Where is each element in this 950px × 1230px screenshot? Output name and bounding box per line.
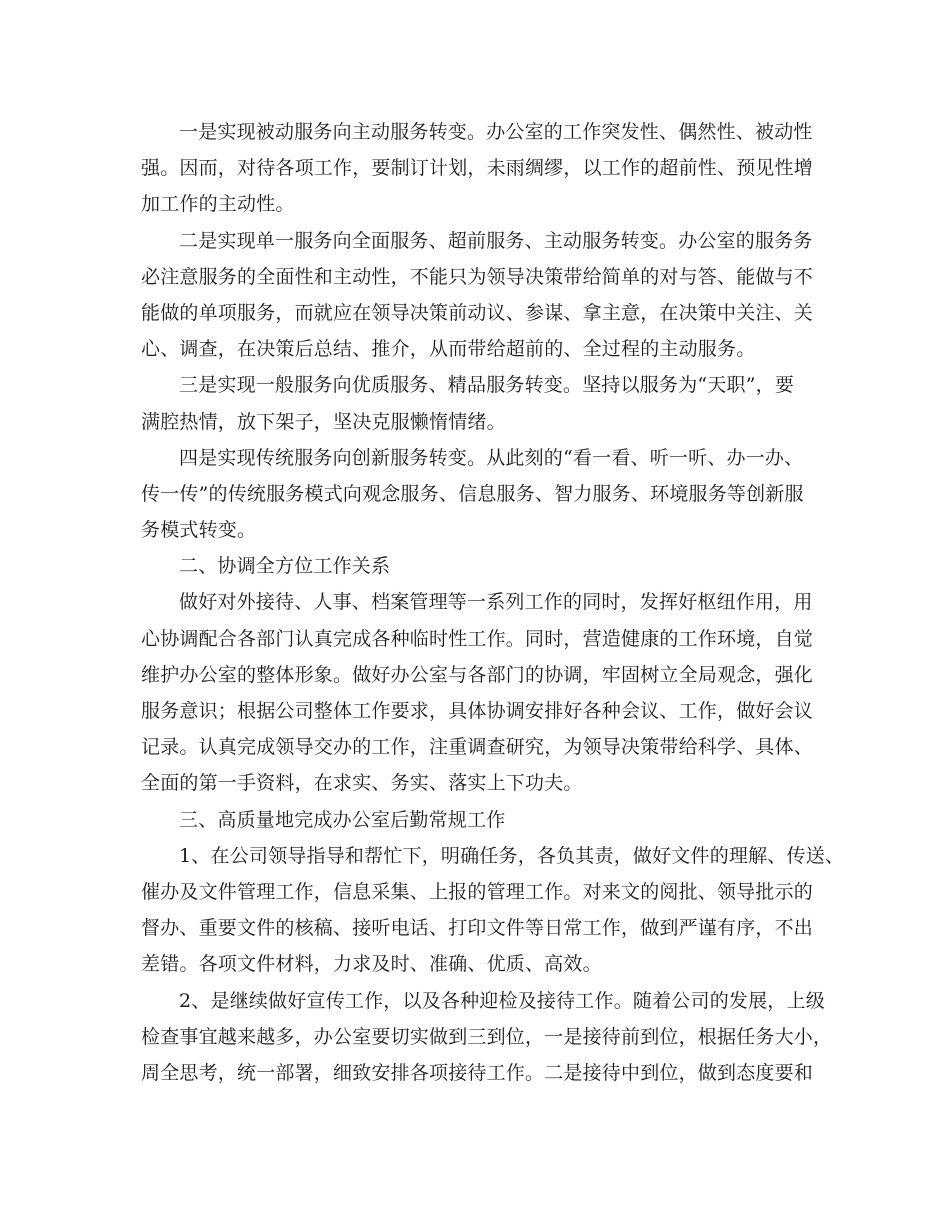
text-line: 督办、重要文件的核稿、接听电话、打印文件等日常工作，做到严谨有序，不出 [141, 917, 814, 940]
text-line: 传一传”的传统服务模式向观念服务、信息服务、智力服务、环境服务等创新服 [141, 482, 804, 505]
text-line: 二、协调全方位工作关系 [179, 555, 391, 578]
text-line: 必注意服务的全面性和主动性，不能只为领导决策带给简单的对与答、能做与不 [141, 265, 814, 288]
text-line: 记录。认真完成领导交办的工作，注重调查研究，为领导决策带给科学、具体、 [141, 736, 814, 759]
text-line: 三是实现一般服务向优质服务、精品服务转变。坚持以服务为“天职”，要 [179, 374, 795, 397]
text-line: 能做的单项服务，而就应在领导决策前动议、参谋、拿主意，在决策中关注、关 [141, 301, 814, 324]
text-line: 周全思考，统一部署，细致安排各项接待工作。二是接待中到位，做到态度要和 [141, 1061, 814, 1084]
text-line: 1、在公司领导指导和帮忙下，明确任务，各负其责，做好文件的理解、传送、 [179, 844, 845, 867]
text-line: 检查事宜越来越多，办公室要切实做到三到位，一是接待前到位，根据任务大小， [141, 1025, 833, 1048]
text-line: 二是实现单一服务向全面服务、超前服务、主动服务转变。办公室的服务务 [179, 229, 813, 252]
text-line: 满腔热情，放下架子，坚决克服懒惰情绪。 [141, 410, 506, 433]
document-body [141, 114, 845, 1091]
text-line: 强。因而，对待各项工作，要制订计划，未雨绸缪，以工作的超前性、预见性增 [141, 157, 814, 180]
text-line: 维护办公室的整体形象。做好办公室与各部门的协调，牢固树立全局观念，强化 [141, 663, 814, 686]
text-line: 加工作的主动性。 [141, 193, 295, 216]
text-line: 务模式转变。 [141, 519, 257, 542]
text-line: 三、高质量地完成办公室后勤常规工作 [179, 808, 506, 831]
text-line: 差错。各项文件材料，力求及时、准确、优质、高效。 [141, 953, 602, 976]
text-line: 催办及文件管理工作，信息采集、上报的管理工作。对来文的阅批、领导批示的 [141, 880, 814, 903]
text-line: 服务意识；根据公司整体工作要求，具体协调安排好各种会议、工作，做好会议 [141, 700, 814, 722]
text-line: 心协调配合各部门认真完成各种临时性工作。同时，营造健康的工作环境，自觉 [141, 627, 814, 650]
text-line: 四是实现传统服务向创新服务转变。从此刻的“看一看、听一听、办一办、 [179, 446, 804, 469]
text-line: 心、调查，在决策后总结、推介，从而带给超前的、全过程的主动服务。 [141, 338, 756, 361]
text-line: 2、是继续做好宣传工作，以及各种迎检及接待工作。随着公司的发展，上级 [179, 989, 825, 1012]
text-line: 做好对外接待、人事、档案管理等一系列工作的同时，发挥好枢纽作用，用 [179, 591, 813, 614]
text-line: 全面的第一手资料，在求实、务实、落实上下功夫。 [141, 772, 583, 795]
text-line: 一是实现被动服务向主动服务转变。办公室的工作突发性、偶然性、被动性 [179, 121, 813, 143]
